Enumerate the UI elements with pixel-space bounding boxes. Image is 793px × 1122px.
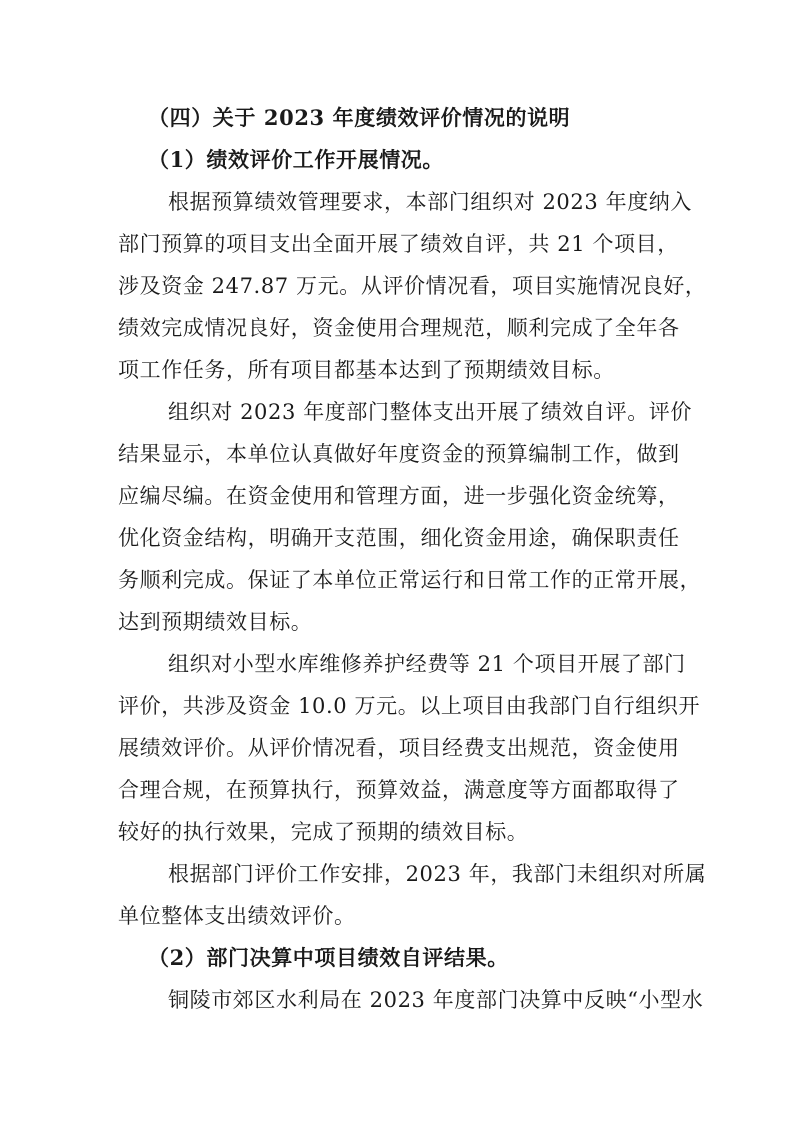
paragraph-4-line-2: 单位整体支出绩效评价。 [118, 904, 356, 928]
paragraph-4-line-1: 根据部门评价工作安排，2023 年，我部门未组织对所属 [168, 862, 707, 886]
paragraph-3-line-4: 合理合规，在预算执行，预算效益，满意度等方面都取得了 [118, 778, 680, 802]
section-heading: （四）关于 2023 年度绩效评价情况的说明 [148, 105, 571, 130]
subheading-performance-evaluation: （1）绩效评价工作开展情况。 [148, 147, 445, 172]
paragraph-2-line-6: 达到预期绩效目标。 [118, 610, 313, 634]
paragraph-1-line-1: 根据预算绩效管理要求，本部门组织对 2023 年度纳入 [168, 190, 692, 214]
paragraph-2-line-3: 应编尽编。在资金使用和管理方面，进一步强化资金统筹， [118, 484, 680, 508]
paragraph-3-line-5: 较好的执行效果，完成了预期的绩效目标。 [118, 820, 529, 844]
paragraph-1-line-5: 项工作任务，所有项目都基本达到了预期绩效目标。 [118, 358, 615, 382]
paragraph-2-line-2: 结果显示，本单位认真做好年度资金的预算编制工作，做到 [118, 442, 680, 466]
paragraph-2-line-5: 务顺利完成。保证了本单位正常运行和日常工作的正常开展， [118, 568, 702, 592]
paragraph-5-line-1: 铜陵市郊区水利局在 2023 年度部门决算中反映“小型水 [168, 988, 704, 1012]
subheading-project-self-evaluation: （2）部门决算中项目绩效自评结果。 [148, 945, 509, 970]
paragraph-1-line-3: 涉及资金 247.87 万元。从评价情况看，项目实施情况良好， [118, 274, 707, 298]
paragraph-3-line-1: 组织对小型水库维修养护经费等 21 个项目开展了部门 [168, 652, 686, 676]
paragraph-2-line-4: 优化资金结构，明确开支范围，细化资金用途，确保职责任 [118, 526, 680, 550]
paragraph-3-line-3: 展绩效评价。从评价情况看，项目经费支出规范，资金使用 [118, 736, 680, 760]
paragraph-3-line-2: 评价，共涉及资金 10.0 万元。以上项目由我部门自行组织开 [118, 694, 701, 718]
paragraph-1-line-2: 部门预算的项目支出全面开展了绩效自评，共 21 个项目， [118, 232, 679, 256]
paragraph-2-line-1: 组织对 2023 年度部门整体支出开展了绩效自评。评价 [168, 400, 692, 424]
paragraph-1-line-4: 绩效完成情况良好，资金使用合理规范，顺利完成了全年各 [118, 316, 680, 340]
